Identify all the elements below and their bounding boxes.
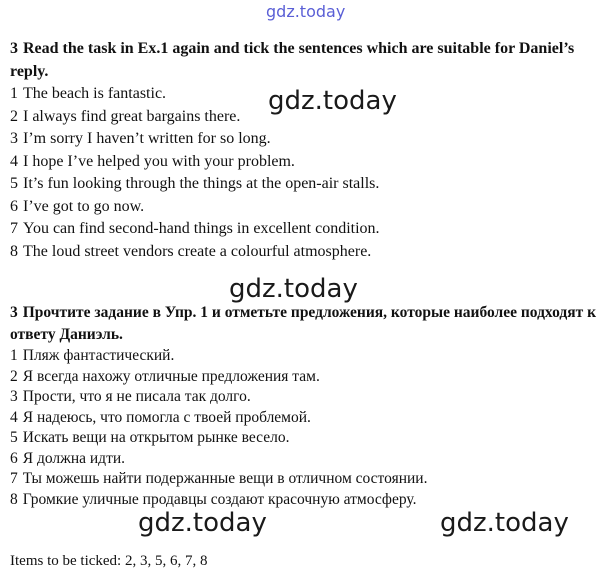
item-text: Я всегда нахожу отличные предложения там. (22, 367, 320, 385)
item-text: Ты можешь найти подержанные вещи в отличном состоянии. (22, 470, 428, 487)
item-text: Я надеюсь, что помогла с твоей проблемой. (22, 408, 311, 426)
list-item (10, 346, 610, 367)
item-number: 1 (10, 85, 18, 102)
item-number: 6 (10, 449, 18, 467)
list-item (10, 469, 610, 490)
item-number: 2 (10, 107, 18, 125)
item-number: 7 (10, 470, 18, 487)
list-item (10, 490, 610, 511)
item-number: 2 (10, 367, 18, 385)
item-number: 4 (10, 408, 18, 426)
english-sentence-list (10, 83, 610, 263)
item-text: The loud street vendors create a colourful atmosphere. (23, 242, 372, 260)
watermark-mid-2: gdz.today (229, 274, 358, 304)
item-text: I always find great bargains there. (23, 107, 241, 125)
english-exercise-number: 3 (10, 40, 18, 57)
item-text: I hope I’ve helped you with your problem. (23, 152, 295, 170)
watermark-bottom-left: gdz.today (138, 508, 267, 538)
item-number: 5 (10, 429, 18, 446)
russian-exercise-number: 3 (10, 304, 18, 321)
list-item (10, 241, 610, 264)
list-item (10, 367, 610, 388)
item-number: 3 (10, 130, 18, 147)
list-item (10, 83, 610, 106)
list-item (10, 173, 610, 196)
watermark-top: gdz.today (266, 2, 346, 21)
item-number: 1 (10, 347, 18, 364)
english-heading-text: Read the task in Ex.1 again and tick the sentences which are suitable for Daniel’s reply. (10, 40, 575, 80)
item-text: Я должна идти. (22, 449, 126, 467)
item-text: Громкие уличные продавцы создают красочную атмосферу. (22, 490, 417, 508)
item-number: 5 (10, 175, 18, 192)
english-exercise (10, 37, 610, 263)
list-item (10, 428, 610, 449)
list-item (10, 408, 610, 429)
item-text: Искать вещи на открытом рынке весело. (22, 429, 290, 446)
item-number: 4 (10, 152, 18, 170)
item-text: I’m sorry I haven’t written for so long. (23, 130, 271, 147)
list-item (10, 106, 610, 129)
item-text: The beach is fantastic. (23, 85, 167, 102)
list-item (10, 218, 610, 241)
answer-line: Items to be ticked: 2, 3, 5, 6, 7, 8 (10, 553, 208, 569)
item-text: Пляж фантастический. (22, 347, 175, 364)
russian-heading (10, 302, 610, 346)
list-item (10, 387, 610, 408)
item-number: 7 (10, 220, 18, 237)
list-item (10, 128, 610, 151)
list-item (10, 196, 610, 219)
item-text: You can find second-hand things in excellent condition. (23, 220, 380, 237)
russian-heading-text: Прочтите задание в Упр. 1 и отметьте предложения, которые наиболее подходят к ответу Даниэль. (10, 304, 597, 343)
item-text: Прости, что я не писала так долго. (22, 388, 251, 405)
list-item (10, 449, 610, 470)
item-text: I’ve got to go now. (23, 197, 145, 215)
watermark-bottom-right: gdz.today (440, 508, 569, 538)
item-number: 6 (10, 197, 18, 215)
item-number: 8 (10, 490, 18, 508)
item-text: It’s fun looking through the things at the open-air stalls. (23, 175, 380, 192)
english-heading (10, 37, 610, 83)
item-number: 8 (10, 242, 18, 260)
russian-exercise (10, 302, 610, 510)
watermark-mid-1: gdz.today (268, 86, 397, 116)
list-item (10, 151, 610, 174)
item-number: 3 (10, 388, 18, 405)
russian-sentence-list (10, 346, 610, 510)
